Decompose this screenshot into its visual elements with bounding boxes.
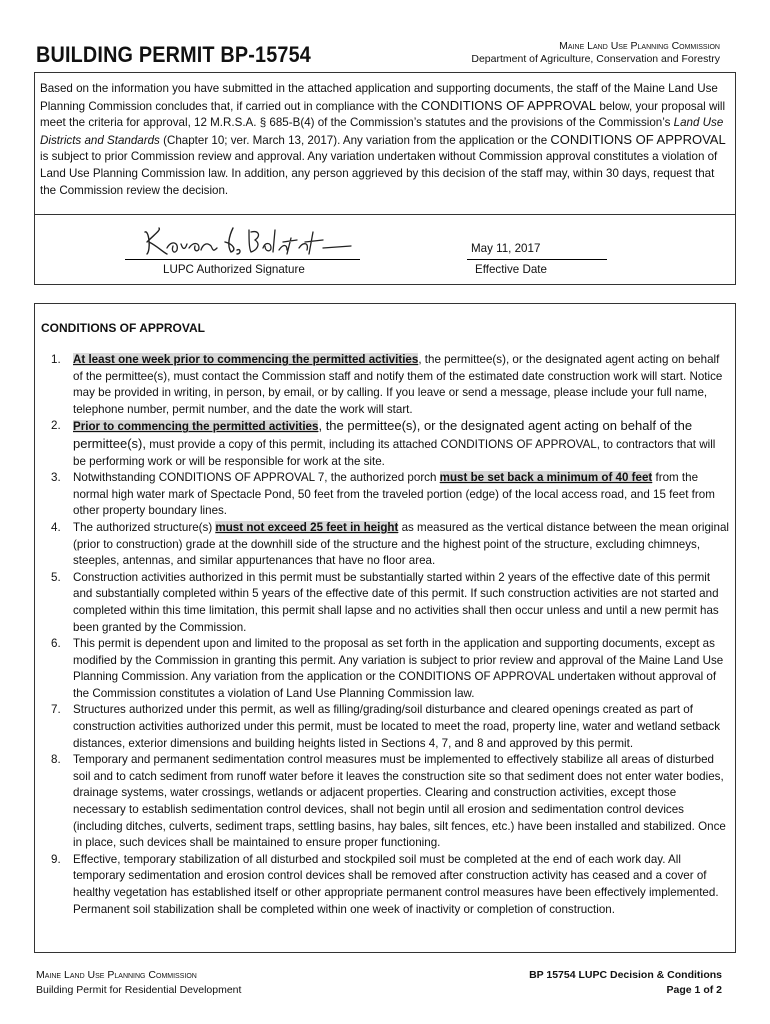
- footer-agency-name: Maine Land Use Planning Commission: [36, 969, 197, 981]
- decision-box: [34, 72, 736, 285]
- conditions-box: [34, 303, 736, 953]
- intro-text: (Chapter 10; ver. March 13, 2017). Any variation from the application or the: [159, 133, 551, 147]
- effective-date-label: Effective Date: [475, 263, 547, 276]
- intro-text: Based on the information you have submitted in the attached application and supporting documents, the staff of the Maine Land Use Planning Commission concludes that, if carried out in compliance with the: [40, 82, 718, 113]
- condition-number: 2.: [51, 419, 61, 433]
- date-line: [467, 259, 607, 260]
- condition-number: 9.: [51, 852, 61, 866]
- handwritten-signature: [137, 220, 357, 260]
- conditions-heading: CONDITIONS OF APPROVAL: [41, 321, 206, 335]
- condition-text: Structures authorized under this permit, as well as filling/grading/soil disturbance and cleared openings created as part of construction activities authorized under this permit, must be located to meet the road, property line, water and wetland setback distances, exterior dimensions and building heights listed in Sections 4, 7, and 8 and approved by this permit.: [73, 703, 721, 750]
- condition-item: [35, 418, 735, 470]
- condition-item: [35, 636, 735, 702]
- condition-number: 8.: [51, 753, 61, 767]
- condition-number: 6.: [51, 637, 61, 651]
- intro-paragraph: [40, 81, 730, 199]
- condition-text: This permit is dependent upon and limited to the proposal as set forth in the application and supporting documents, except as modified by the Commission in granting this permit. Any variation is subject to prior review and approval of the Maine Land Use Planning Commission. Any variation from the application or the CONDITIONS OF APPROVAL undertaken without approval of the Commission constitutes a violation of Land Use Planning Commission law.: [73, 637, 724, 700]
- condition-text: , the permittee(s), or the designated agent acting on behalf of the permittee(s), must contact the Commission staff and notify them of the estimated date construction work will start. Notice may be provided in writing, in person, by email, or by calling. If you leave or send a message, please include your full name, telephone number, permit number, and the date the work will start.: [73, 353, 723, 416]
- condition-text: Temporary and permanent sedimentation control measures must be implemented to effectively stabilize all areas of disturbed soil and to catch sediment from runoff water before it leaves the construction site so that sediment does not enter water bodies, drainage systems, water crossings, wetlands or adjacent properties. Clearing and construction activities, except those necessary to establish sedimentation control devices, shall not begin until all erosion and sedimentation control devices (including ditches, culverts, sediment traps, settling basins, hay bales, silt fences, etc.) have been installed and stabilized. Once in place, such devices shall be maintained to ensure proper functioning.: [73, 753, 726, 850]
- footer-doc-id: BP 15754 LUPC Decision & Conditions: [529, 969, 722, 981]
- intro-text: is subject to prior Commission review and approval. Any variation undertaken without Commission approval constitutes a violation of Land Use Planning Commission law. In addition, any person aggrieved by this decision of the staff may, within 30 days, request that the Commission review the decision.: [40, 150, 718, 197]
- condition-text: must provide a copy of this permit, including its attached CONDITIONS OF APPROVAL, to contractors that will be performing work or will be responsible for work at the site.: [73, 437, 716, 468]
- condition-text: The authorized structure(s): [73, 520, 216, 534]
- conditions-reference: CONDITIONS OF APPROVAL: [550, 131, 726, 147]
- condition-number: 7.: [51, 703, 61, 717]
- condition-item: [35, 352, 735, 418]
- condition-item: [35, 702, 735, 752]
- condition-text: as measured as the vertical distance between the mean original (prior to construction) grade at the downhill side of the structure and the highest point of the structure, excluding chimneys, steeples, antennas, and similar appurtenances that have no floor area.: [73, 520, 729, 568]
- effective-date-value: May 11, 2017: [471, 242, 541, 255]
- condition-number: 5.: [51, 570, 61, 584]
- condition-text: , the permittee(s), or the designated agent acting on behalf of the permittee(s),: [73, 418, 693, 451]
- condition-item: [35, 752, 735, 852]
- condition-text: Construction activities authorized in this permit must be substantially started within 2 years of the effective date of this permit and substantially completed within 5 years of the effective date of this permit. If such construction activities are not started and completed within this time limitation, this permit shall lapse and no activities shall then occur unless and until a new permit has been granted by the Commission.: [73, 570, 719, 634]
- footer-subtitle: Building Permit for Residential Development: [36, 984, 242, 996]
- signature-line: [125, 259, 360, 260]
- condition-highlight: Prior to commencing the permitted activities: [73, 420, 319, 434]
- condition-item: [35, 852, 735, 918]
- condition-highlight: At least one week prior to commencing the permitted activities: [73, 353, 419, 366]
- conditions-reference: CONDITIONS OF APPROVAL: [420, 97, 597, 113]
- footer-right: [529, 968, 722, 998]
- divider: [35, 214, 735, 215]
- condition-text: from the normal high water mark of Spectacle Pond, 50 feet from the traveled portion (edge) of the local access road, and 15 feet from other property boundary lines.: [73, 471, 715, 518]
- signature-label: LUPC Authorized Signature: [163, 263, 305, 276]
- condition-highlight: must be set back a minimum of 40 feet: [439, 471, 653, 485]
- agency-name: Maine Land Use Planning Commission: [559, 40, 720, 52]
- standards-title: Land Use Districts and Standards: [40, 116, 724, 147]
- condition-text: Notwithstanding CONDITIONS OF APPROVAL 7, the authorized porch: [73, 471, 440, 485]
- condition-item: [35, 470, 735, 520]
- condition-highlight: must not exceed 25 feet in height: [215, 520, 399, 534]
- page-number: Page 1 of 2: [666, 984, 722, 996]
- conditions-list: [35, 352, 735, 918]
- condition-item: [35, 570, 735, 636]
- page-title: BUILDING PERMIT BP-15754: [36, 42, 311, 67]
- condition-number: 1.: [51, 353, 61, 366]
- intro-text: below, your proposal will meet the criteria for approval, 12 M.R.S.A. § 685-B(4) of the Commission’s statutes and the provisions of the Commission’s: [40, 99, 726, 130]
- condition-text: Effective, temporary stabilization of all disturbed and stockpiled soil must be completed at the end of each work day. All temporary sedimentation and erosion control devices shall be removed after construction activity has ceased and a cover of healthy vegetation has established itself or other appropriate permanent control measures have been effectively implemented. Permanent soil stabilization shall be completed within one week of inactivity or completion of construction.: [73, 852, 719, 916]
- condition-item: [35, 520, 735, 570]
- agency-header: [471, 40, 720, 66]
- department-name: Department of Agriculture, Conservation and Forestry: [471, 53, 720, 65]
- condition-number: 4.: [51, 520, 61, 534]
- footer-left: [36, 968, 241, 998]
- condition-number: 3.: [51, 471, 61, 485]
